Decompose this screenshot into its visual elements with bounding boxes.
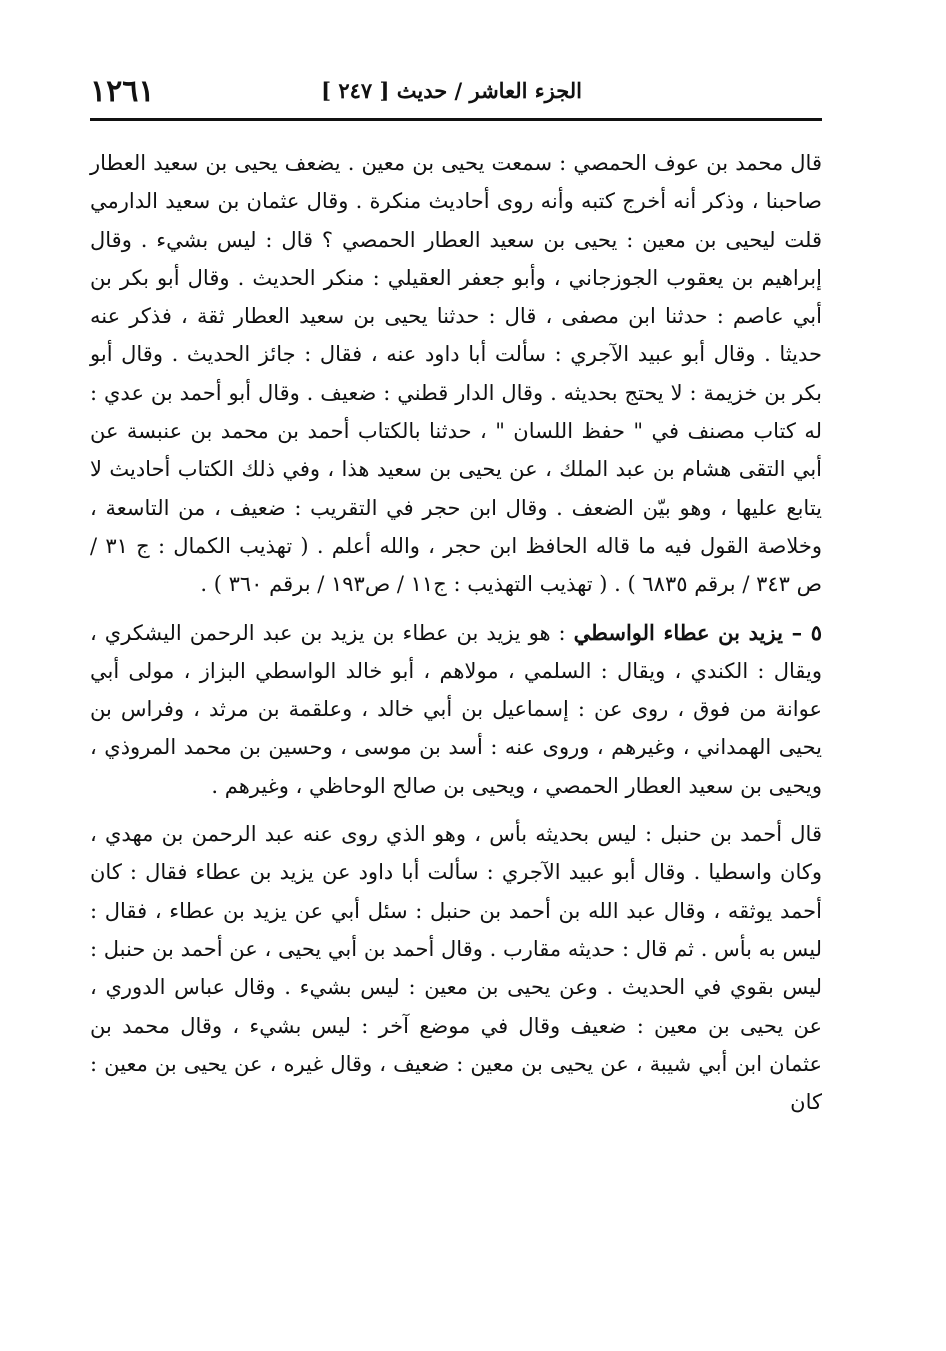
entry-heading: ٥ – يزيد بن عطاء الواسطي xyxy=(573,619,822,645)
page-header xyxy=(90,70,822,114)
entry-text: : هو يزيد بن عطاء بن يزيد بن عبد الرحمن اليشكري ، ويقال : الكندي ، ويقال : السلمي ، مولاهم ، أبو خالد الواسطي البزاز ، مولى أبي عوانة من فوق ، روى عن : إسماعيل بن أبي خالد ، وعلقمة بن مرثد ، وفراس بن يحيى الهمداني ، وغيرهم ، وروى عنه : أسد بن موسى ، وحسين بن محمد المروذي ، ويحيى بن سعيد العطار الحمصي ، ويحيى بن صالح الوحاظي ، وغيرهم . xyxy=(90,620,822,798)
page-number: ١٢٦١ xyxy=(90,74,155,109)
paragraph-yahya-ibn-said: قال محمد بن عوف الحمصي : سمعت يحيى بن معين . يضعف يحيى بن سعيد العطار صاحبنا ، وذكر أنه أخرج كتبه وأنه روى أحاديث منكرة . وقال عثمان بن سعيد الدارمي قلت ليحيى بن معين : يحيى بن سعيد العطار الحمصي ؟ قال : ليس بشيء . وقال إبراهيم بن يعقوب الجوزجاني ، وأبو جعفر العقيلي : منكر الحديث . وقال أبو بكر بن أبي عاصم : حدثنا ابن مصفى ، قال : حدثنا يحيى بن سعيد العطار ثقة ، فذكر عنه حديثا . وقال أبو عبيد الآجري : سألت أبا داود عنه ، فقال : جائز الحديث . وقال أبو بكر بن خزيمة : لا يحتج بحديثه . وقال الدار قطني : ضعيف . وقال أبو أحمد بن عدي : له كتاب مصنف في " حفظ اللسان " ، حدثنا بالكتاب أحمد بن محمد بن عنبسة عن أبي التقى هشام بن عبد الملك ، عن يحيى بن سعيد هذا ، وفي ذلك الكتاب أحاديث لا يتابع عليها ، وهو بيّن الضعف . وقال ابن حجر في التقريب : ضعيف ، من التاسعة ، وخلاصة القول فيه ما قاله الحافظ ابن حجر ، والله أعلم . ( تهذيب الكمال : ج ٣١ / ص ٣٤٣ / برقم ٦٨٣٥ ) . ( تهذيب التهذيب : ج١١ / ص١٩٣ / برقم ٣٦٠ ) . xyxy=(90,151,822,597)
body-text xyxy=(90,144,822,1121)
paragraph-yazid-critiques: قال أحمد بن حنبل : ليس بحديثه بأس ، وهو الذي روى عنه عبد الرحمن بن مهدي ، وكان واسطيا . وقال أبو عبيد الآجري : سألت أبا داود عن يزيد بن عطاء فقال : كان أحمد يوثقه ، وقال عبد الله بن أحمد بن حنبل : سئل أبي عن يزيد بن عطاء ، فقال : ليس به بأس . ثم قال : حديثه مقارب . وقال أحمد بن أبي يحيى ، عن أحمد بن حنبل : ليس بقوي في الحديث . وعن يحيى بن معين : ليس بشيء . وقال عباس الدوري ، عن يحيى بن معين : ضعيف وقال في موضع آخر : ليس بشيء ، وقال محمد بن عثمان ابن أبي شيبة ، عن يحيى بن معين : ضعيف ، وقال غيره ، عن يحيى بن معين : كان xyxy=(90,822,822,1115)
header-rule xyxy=(90,118,822,121)
running-title: الجزء العاشر / حديث [ ٢٤٧ ] xyxy=(321,78,582,103)
paragraph-entry-yazid-ibn-ata xyxy=(90,614,822,805)
